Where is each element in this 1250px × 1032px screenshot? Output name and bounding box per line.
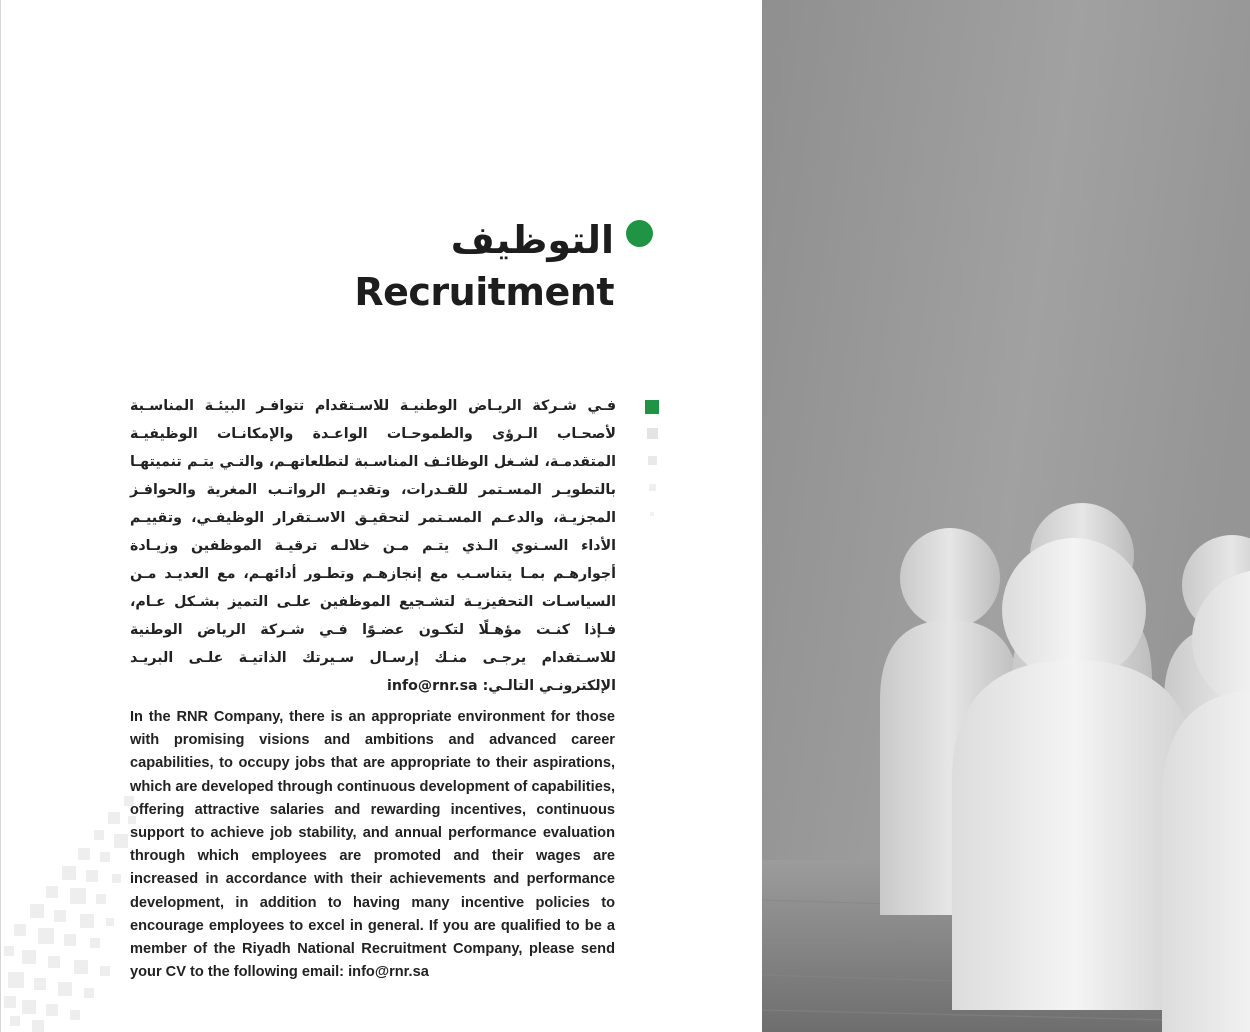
pixel-pattern-icon	[0, 790, 140, 1032]
wooden-figures-photo	[762, 0, 1250, 1032]
bullet-squares-icon	[643, 398, 663, 528]
bullet-dot-icon	[626, 220, 653, 247]
email-arabic: info@rnr.sa	[387, 678, 478, 694]
section-title	[300, 212, 614, 316]
body-arabic-text: فـي شـركة الريـاض الوطنيـة للاسـتقدام تتوافـر البيئـة المناسـبة لأصحـاب الـرؤى والطموحـات الواعـدة والإمكانـات الوظيفيـة المتقدمـة، لشـغل الوظائـف المناسـبة لتطلعاتهـم، والتـي يتـم تنميتهـا بالتطويـر المسـتمر للقـدرات، وتقديـم الرواتـب المغرية والحوافـز المجزيـة، والدعـم المسـتمر لتحقيـق الاسـتقرار الوظيفـي، وتقييـم الأداء السـنوي الـذي يتـم مـن خلالـه ترقيـة الموظفين وزيـادة أجوارهـم بمـا يتناسـب مع إنجازهـم وتطـور أدائهـم، مع العديـد مـن السياسـات التحفيزيـة لتشـجيع الموظفين علـى التميز بشـكل عـام، فـإذا كنـت مؤهـلًا لتكـون عضـوًا فـي شـركة الرياض الوطنية للاسـتقدام يرجـى منـك إرسـال سـيرتك الذاتيـة علـى البريـد الإلكترونـي التالـي:	[130, 398, 616, 694]
title-arabic: التوظيف	[450, 218, 614, 262]
title-english: Recruitment	[354, 270, 614, 314]
body-arabic	[130, 392, 616, 700]
body-english: In the RNR Company, there is an appropriate environment for those with promising visions and ambitions and advanced career capabilities, to occupy jobs that are appropriate to their aspirations, which are developed through continuous development of capabilities, offering attractive salaries and rewarding incentives, continuous support to achieve job stability, and annual performance evaluation through which employees are promoted and their wages are increased in accordance with their achievements and performance development, in addition to having many incentive policies to encourage employees to excel in general. If you are qualified to be a member of the Riyadh National Recruitment Company, please send your CV to the following email: info@rnr.sa	[130, 709, 615, 981]
